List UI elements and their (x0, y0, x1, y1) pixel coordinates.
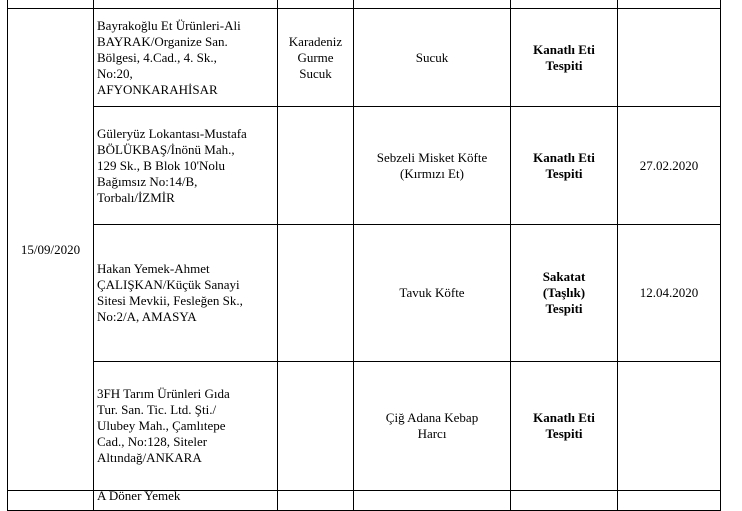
product-line: Tavuk Köfte (399, 285, 465, 300)
brand-cell-stub (278, 0, 354, 9)
firm-line: 129 Sk., B Blok 10'Nolu (97, 157, 226, 173)
product-cell (354, 107, 511, 225)
product-cell (354, 362, 511, 491)
firm-address-cell (94, 107, 278, 225)
firm-line: AFYONKARAHİSAR (97, 81, 218, 97)
table-row (8, 107, 721, 225)
inspection-date-cell (8, 9, 94, 491)
date-detected-cell-partial (618, 491, 721, 511)
brand-cell (278, 362, 354, 491)
inspection-results-table (7, 0, 721, 511)
firm-line: No:20, (97, 65, 133, 81)
result-cell (511, 9, 618, 107)
firm-address-cell (94, 225, 278, 362)
firm-line: Sitesi Mevkii, Fesleğen Sk., (97, 293, 243, 308)
firm-line: Cad., No:128, Siteler (97, 434, 208, 449)
firm-line: Ulubey Mah., Çamlıtepe (97, 418, 226, 433)
firm-cell-stub (94, 0, 278, 9)
brand-line: Karadeniz (288, 33, 343, 49)
result-line: Kanatlı Eti (533, 410, 595, 425)
result-line: (Taşlık) (542, 285, 586, 300)
firm-line: Bağımsız No:14/B, (97, 173, 198, 189)
result-line: Kanatlı Eti (533, 41, 595, 57)
date-detected-cell (618, 225, 721, 362)
brand-cell-partial (278, 491, 354, 511)
product-line: (Kırmızı Et) (400, 165, 464, 181)
date-detected-cell-stub (618, 0, 721, 9)
firm-line: No:2/A, AMASYA (97, 309, 197, 324)
firm-line: Tur. San. Tic. Ltd. Şti./ (97, 402, 217, 417)
brand-line: Sucuk (299, 65, 332, 81)
product-cell-stub (354, 0, 511, 9)
product-line: Çiğ Adana Kebap (385, 410, 479, 425)
firm-line: Bayrakoğlu Et Ürünleri-Ali (97, 17, 241, 33)
table-row-partial (8, 491, 721, 511)
result-line: Kanatlı Eti (533, 149, 595, 165)
brand-cell (278, 9, 354, 107)
brand-cell (278, 225, 354, 362)
date-cell-partial (8, 491, 94, 511)
result-line: Tespiti (545, 301, 583, 316)
result-cell (511, 225, 618, 362)
result-line: Sakatat (542, 269, 586, 284)
product-cell-partial (354, 491, 511, 511)
table-row-top-stub (8, 0, 721, 9)
inspection-date: 15/09/2020 (20, 241, 81, 257)
firm-line: 3FH Tarım Ürünleri Gıda (97, 386, 230, 401)
result-line: Tespiti (545, 57, 583, 73)
date-detected: 27.02.2020 (639, 157, 699, 173)
table-row (8, 9, 721, 107)
table-row (8, 362, 721, 491)
firm-line: Torbalı/İZMİR (97, 189, 175, 205)
result-cell-partial (511, 491, 618, 511)
table-row (8, 225, 721, 362)
firm-line: Hakan Yemek-Ahmet (97, 261, 210, 276)
firm-address-cell-partial (94, 491, 278, 511)
firm-line: ÇALIŞKAN/Küçük Sanayi (97, 277, 240, 292)
firm-line: Güleryüz Lokantası-Mustafa (97, 125, 247, 141)
firm-line: BAYRAK/Organize San. (97, 33, 228, 49)
date-detected: 12.04.2020 (639, 285, 699, 300)
firm-line: BÖLÜKBAŞ/İnönü Mah., (97, 141, 235, 157)
firm-line: Bölgesi, 4.Cad., 4. Sk., (97, 49, 217, 65)
result-cell-stub (511, 0, 618, 9)
date-detected-cell (618, 9, 721, 107)
result-cell (511, 362, 618, 491)
product-line: Harcı (417, 426, 447, 441)
result-line: Tespiti (545, 426, 583, 441)
brand-line: Gurme (297, 49, 334, 65)
firm-line-partial: A Döner Yemek (97, 490, 181, 503)
firm-address-cell (94, 9, 278, 107)
firm-line: Altındağ/ANKARA (97, 450, 202, 465)
result-line: Tespiti (545, 165, 583, 181)
brand-cell (278, 107, 354, 225)
date-detected-cell (618, 362, 721, 491)
firm-address-cell (94, 362, 278, 491)
product-cell (354, 225, 511, 362)
date-cell-stub (8, 0, 94, 9)
result-cell (511, 107, 618, 225)
date-detected-cell (618, 107, 721, 225)
product-cell (354, 9, 511, 107)
product-line: Sebzeli Misket Köfte (376, 149, 488, 165)
product-line: Sucuk (415, 49, 449, 65)
